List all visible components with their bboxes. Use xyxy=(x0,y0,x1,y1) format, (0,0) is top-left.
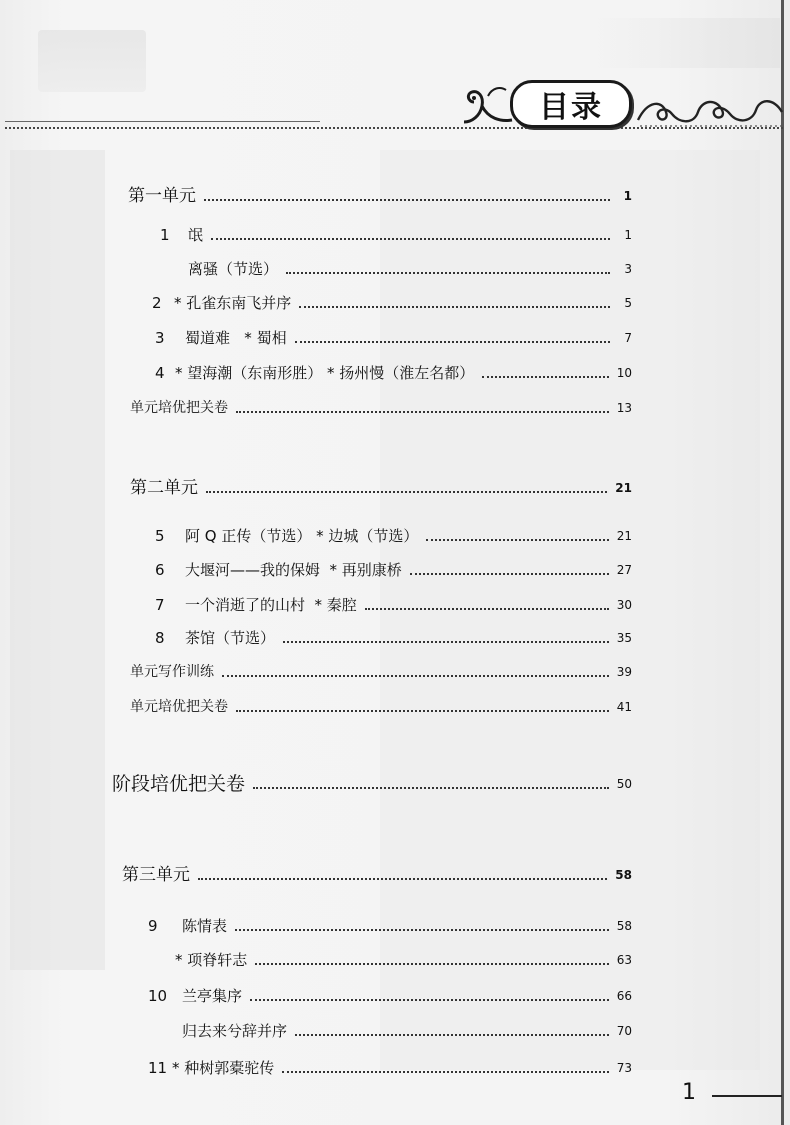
toc-entry xyxy=(148,1057,632,1079)
toc-number: 4 xyxy=(155,364,165,382)
toc-entry xyxy=(155,627,632,649)
toc-entry xyxy=(155,362,632,384)
toc-entry xyxy=(130,696,632,718)
toc-title: 单元写作训练 xyxy=(130,664,214,680)
toc-leader xyxy=(250,999,609,1001)
toc-page: 73 xyxy=(616,1061,632,1075)
toc-page: 5 xyxy=(624,296,632,310)
toc-number: 5 xyxy=(155,527,165,545)
toc-title: 单元培优把关卷 xyxy=(130,699,228,715)
toc-entry xyxy=(148,985,632,1007)
toc-page: 35 xyxy=(616,631,632,645)
toc-page: 63 xyxy=(616,953,632,967)
toc-page: 58 xyxy=(616,919,632,933)
toc-leader xyxy=(482,376,608,378)
toc-leader xyxy=(255,963,608,965)
toc-title: 第三单元 xyxy=(122,865,190,885)
toc-number: 1 xyxy=(160,226,170,244)
toc-leader xyxy=(286,272,610,274)
toc-page: 3 xyxy=(624,262,632,276)
toc-leader xyxy=(206,491,607,493)
toc-title: 第二单元 xyxy=(130,478,198,498)
scan-edge xyxy=(781,0,784,1125)
toc-entry xyxy=(188,258,632,280)
toc-entry xyxy=(155,559,632,581)
toc-leader xyxy=(236,710,609,712)
toc-leader xyxy=(295,341,610,343)
page-title: 目录 xyxy=(510,80,632,128)
toc-leader xyxy=(236,411,609,413)
toc-entry xyxy=(175,949,632,971)
toc-page: 41 xyxy=(616,700,632,714)
toc-number: 3 xyxy=(155,329,165,347)
toc-leader xyxy=(198,878,607,880)
toc-number: 10 xyxy=(148,987,168,1005)
toc-title: 陈情表 xyxy=(182,917,228,935)
toc-title: 蜀道难 * 蜀相 xyxy=(185,329,287,347)
toc-page: 30 xyxy=(616,598,632,612)
toc-page: 1 xyxy=(623,189,632,203)
toc-title: 一个消逝了的山村 * 秦腔 xyxy=(185,596,357,614)
toc-title: * 项脊轩志 xyxy=(175,951,248,969)
toc-page: 10 xyxy=(616,366,632,380)
toc-page: 7 xyxy=(624,331,632,345)
toc-title: * 望海潮（东南形胜） * 扬州慢（淮左名都） xyxy=(175,364,475,382)
toc-entry xyxy=(130,397,632,419)
toc-leader xyxy=(295,1034,609,1036)
toc-title: 阶段培优把关卷 xyxy=(112,773,246,795)
toc-leader xyxy=(283,641,609,643)
toc-number: 2 xyxy=(152,294,162,312)
toc-entry xyxy=(152,292,632,314)
toc-page: 39 xyxy=(616,665,632,679)
toc-title: 第一单元 xyxy=(128,186,196,206)
show-through-left xyxy=(10,150,105,970)
toc-entry xyxy=(155,327,632,349)
show-through-logo xyxy=(38,30,146,92)
toc-title: 归去来兮辞并序 xyxy=(182,1022,288,1040)
toc-entry xyxy=(155,594,632,616)
toc-title: 大堰河——我的保姆 * 再别康桥 xyxy=(185,561,402,579)
toc-entry xyxy=(182,1020,632,1042)
toc-page: 27 xyxy=(616,563,632,577)
toc-title: * 孔雀东南飞并序 xyxy=(174,294,292,312)
toc-leader xyxy=(211,238,610,240)
page-number: 1 xyxy=(682,1080,696,1105)
toc-leader xyxy=(222,675,609,677)
toc-number: 8 xyxy=(155,629,165,647)
toc-leader xyxy=(204,199,610,201)
toc-number: 7 xyxy=(155,596,165,614)
toc-unit-heading xyxy=(122,864,632,886)
toc-page: 21 xyxy=(616,529,632,543)
footer-rule xyxy=(712,1095,782,1097)
toc-title: 茶馆（节选） xyxy=(185,629,276,647)
toc-title: 氓 xyxy=(188,226,204,244)
toc-page: 50 xyxy=(616,777,632,791)
toc-number: 6 xyxy=(155,561,165,579)
toc-title: 单元培优把关卷 xyxy=(130,400,228,416)
toc-title: 离骚（节选） xyxy=(188,260,279,278)
toc-unit-heading xyxy=(130,477,632,499)
wave-decoration-icon xyxy=(636,86,786,128)
toc-entry xyxy=(155,525,632,547)
toc-leader xyxy=(282,1071,608,1073)
toc-title: 阿 Q 正传（节选） * 边城（节选） xyxy=(185,527,419,545)
toc-leader xyxy=(299,306,610,308)
toc-page: 1 xyxy=(624,228,632,242)
header-rule xyxy=(5,121,320,122)
toc-page: 70 xyxy=(616,1024,632,1038)
toc-stage-heading xyxy=(112,773,632,795)
toc-number: 11 xyxy=(148,1059,168,1077)
toc-leader xyxy=(253,787,609,789)
toc-page: 21 xyxy=(615,481,632,495)
toc-page: 58 xyxy=(615,868,632,882)
fish-swirl-icon xyxy=(458,82,514,128)
toc-entry xyxy=(148,915,632,937)
toc-entry xyxy=(130,661,632,683)
toc-page: 13 xyxy=(616,401,632,415)
toc-number: 9 xyxy=(148,917,158,935)
toc-leader xyxy=(410,573,609,575)
toc-leader xyxy=(235,929,609,931)
toc-unit-heading xyxy=(128,185,632,207)
show-through-header xyxy=(590,18,780,68)
toc-entry xyxy=(160,224,632,246)
toc-title: * 种树郭橐驼传 xyxy=(172,1059,275,1077)
toc-leader xyxy=(426,539,608,541)
toc-page: 66 xyxy=(616,989,632,1003)
toc-title: 兰亭集序 xyxy=(182,987,243,1005)
toc-leader xyxy=(365,608,609,610)
